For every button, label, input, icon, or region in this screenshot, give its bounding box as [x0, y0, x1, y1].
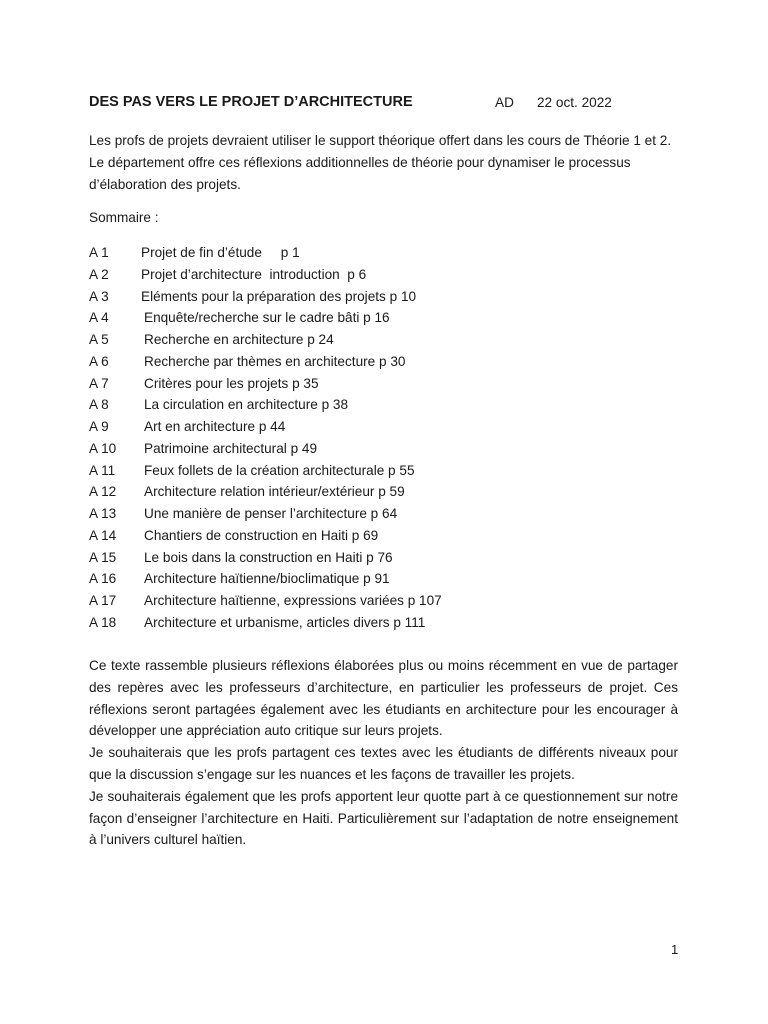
toc-item: [89, 264, 689, 286]
toc-entry: Feux follets de la création architecturale p 55: [144, 462, 415, 478]
toc-item: [89, 612, 689, 634]
toc-item: [89, 307, 689, 329]
toc-item: [89, 503, 689, 525]
body-paragraph: Je souhaiterais également que les profs apportent leur quotte part à ce questionnement sur notre façon d’enseigner l’architecture en Haiti. Particulièrement sur l’adaptation de notre enseignement à l’univers culturel haïtien.: [89, 788, 678, 848]
toc-item: [89, 394, 689, 416]
toc-code: A 14: [89, 527, 117, 543]
document-date: 22 oct. 2022: [537, 95, 612, 110]
toc-item: [89, 590, 689, 612]
toc-entry: Architecture haïtienne, expressions variées p 107: [144, 593, 442, 608]
page-number: 1: [671, 942, 679, 957]
toc-entry: Eléments pour la préparation des projets p 10: [141, 288, 417, 304]
body-paragraph: Ce texte rassemble plusieurs réflexions élaborées plus ou moins récemment en vue de partager des repères avec les professeurs d’architecture, en particulier les professeurs de projet. Ces réflexions seront partagées également avec les étudiants en architecture pour les encourager à développer une appréciation auto critique sur leurs projets.: [89, 658, 678, 739]
toc-code: A 13: [89, 506, 117, 521]
toc-code: A 8: [89, 397, 109, 413]
toc-item: [89, 329, 689, 351]
toc-entry: Recherche en architecture p 24: [144, 332, 334, 347]
toc-item: [89, 460, 689, 482]
toc-code: A 12: [89, 484, 117, 500]
intro-paragraph: Les profs de projets devraient utiliser le support théorique offert dans les cours de Théorie 1 et 2. Le département offre ces réflexions additionnelles de théorie pour dynamiser le processus d’élaboration des projets.: [89, 133, 672, 192]
toc-item: [89, 438, 689, 460]
toc-item: [89, 568, 689, 590]
toc-code: A 11: [89, 462, 116, 478]
toc-code: A 17: [89, 593, 117, 608]
toc-entry: Architecture relation intérieur/extérieur p 59: [144, 484, 405, 500]
toc-code: A 15: [89, 549, 117, 565]
body-paragraph: Je souhaiterais que les profs partagent ces textes avec les étudiants de différents niveaux pour que la discussion s’engage sur les nuances et les façons de travailler les projets.: [89, 745, 678, 782]
toc-item: [89, 547, 689, 569]
toc-entry: Projet de fin d’étude p 1: [141, 245, 300, 260]
toc-entry: Architecture haïtienne/bioclimatique p 91: [144, 571, 390, 587]
toc-code: A 2: [89, 266, 109, 282]
toc-item: [89, 481, 689, 503]
toc-code: A 3: [89, 288, 109, 304]
toc-code: A 5: [89, 332, 109, 347]
toc-item: [89, 416, 689, 438]
toc-code: A 18: [89, 614, 117, 630]
toc-item: [89, 351, 689, 373]
toc-item: [89, 373, 689, 395]
summary-label: Sommaire :: [89, 210, 159, 225]
toc-code: A 10: [89, 440, 117, 456]
toc-code: A 7: [89, 375, 109, 391]
body-text: [89, 655, 678, 851]
toc-code: A 16: [89, 571, 117, 587]
toc-entry: Une manière de penser l’architecture p 64: [144, 506, 398, 521]
table-of-contents: [89, 242, 689, 634]
toc-entry: Recherche par thèmes en architecture p 30: [144, 353, 406, 369]
toc-entry: Architecture et urbanisme, articles divers p 111: [144, 614, 426, 630]
toc-code: A 6: [89, 353, 109, 369]
toc-entry: La circulation en architecture p 38: [144, 397, 349, 413]
toc-code: A 9: [89, 419, 109, 434]
toc-entry: Le bois dans la construction en Haiti p 76: [144, 549, 393, 565]
toc-entry: Art en architecture p 44: [144, 419, 286, 434]
toc-item: [89, 242, 689, 264]
toc-entry: Patrimoine architectural p 49: [144, 440, 318, 456]
toc-entry: Critères pour les projets p 35: [144, 375, 319, 391]
toc-entry: Chantiers de construction en Haiti p 69: [144, 527, 379, 543]
toc-entry: Projet d’architecture introduction p 6: [141, 266, 367, 282]
toc-item: [89, 525, 689, 547]
document-title: DES PAS VERS LE PROJET D’ARCHITECTURE: [89, 94, 413, 110]
toc-entry: Enquête/recherche sur le cadre bâti p 16: [144, 310, 390, 326]
toc-code: A 4: [89, 310, 109, 326]
document-header: [89, 94, 689, 114]
author-initials: AD: [495, 95, 514, 110]
toc-item: [89, 286, 689, 308]
toc-code: A 1: [89, 245, 109, 260]
